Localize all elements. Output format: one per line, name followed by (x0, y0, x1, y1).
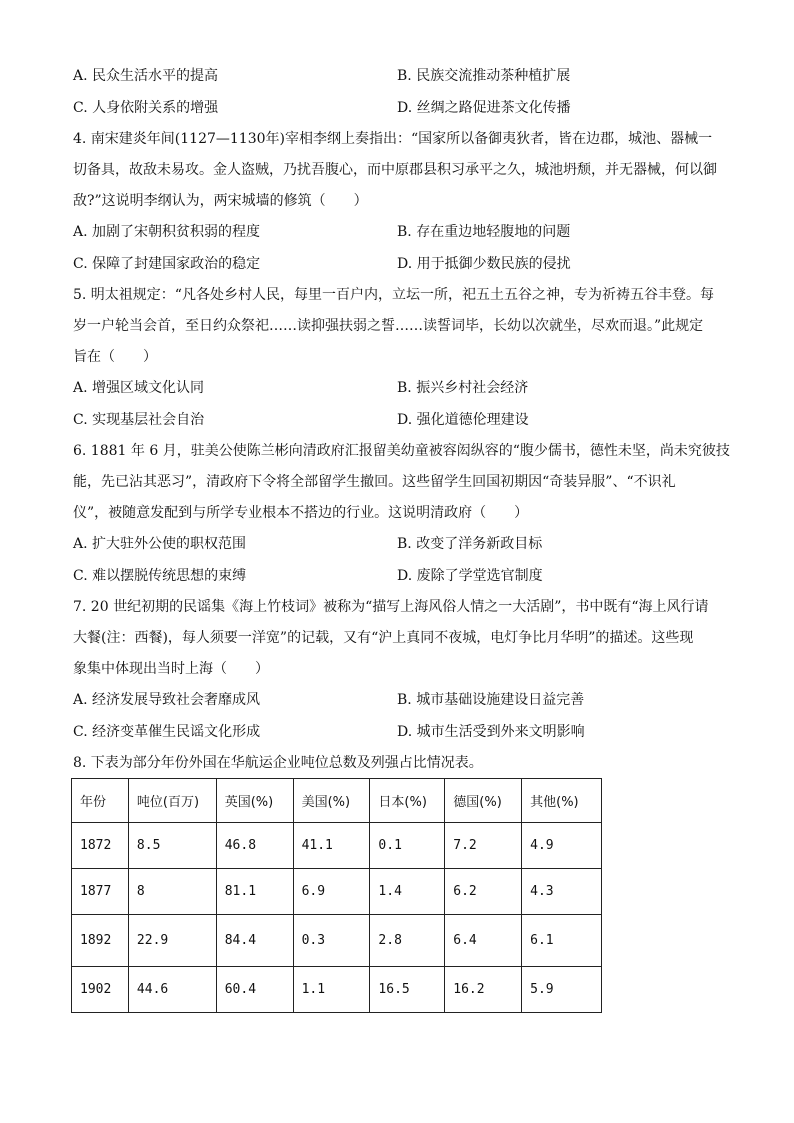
q4-stem-line: 敌?”这说明李纲认为，两宋城墙的修筑（ ） (73, 193, 368, 209)
table-cell: 8 (128, 869, 216, 915)
header-year: 年份 (72, 779, 129, 823)
q4-option-c[interactable]: C. 保障了封建国家政治的稳定 (73, 256, 261, 272)
q6-option-d[interactable]: D. 废除了学堂选官制度 (397, 568, 543, 584)
table-cell: 46.8 (216, 823, 293, 869)
header-japan: 日本(%) (370, 779, 445, 823)
table-row (72, 823, 602, 869)
q7-stem-line: 大餐(注：西餐)，每人须要一洋宽”的记载，又有“沪上真同不夜城，电灯争比月华明”的描述。这些现 (73, 630, 694, 646)
q3-option-a[interactable]: A. 民众生活水平的提高 (73, 68, 219, 84)
q6-stem-line: 6. 1881 年 6 月，驻美公使陈兰彬向清政府汇报留美幼童被容闳纵容的“腹少儒书，德性未坚，尚未究彼技 (73, 443, 730, 459)
q6-option-b[interactable]: B. 改变了洋务新政目标 (397, 536, 543, 552)
header-germany: 德国(%) (445, 779, 522, 823)
header-usa: 美国(%) (293, 779, 370, 823)
table-cell: 81.1 (216, 869, 293, 915)
table-cell: 41.1 (293, 823, 370, 869)
table-cell: 84.4 (216, 915, 293, 967)
table-cell: 6.1 (522, 915, 602, 967)
q6-option-a[interactable]: A. 扩大驻外公使的职权范围 (73, 536, 247, 552)
table-cell: 1892 (72, 915, 129, 967)
table-cell: 0.1 (370, 823, 445, 869)
q6-option-c[interactable]: C. 难以摆脱传统思想的束缚 (73, 568, 247, 584)
table-header-row (72, 779, 602, 823)
table-cell: 6.4 (445, 915, 522, 967)
table-row (72, 967, 602, 1013)
table-cell: 5.9 (522, 967, 602, 1013)
q5-option-a[interactable]: A. 增强区域文化认同 (73, 380, 205, 396)
q5-stem-line: 5. 明太祖规定：“凡各处乡村人民，每里一百户内，立坛一所，祀五土五谷之神，专为祈祷五谷丰登。每 (73, 287, 714, 303)
table-cell: 16.5 (370, 967, 445, 1013)
table-cell: 2.8 (370, 915, 445, 967)
table-cell: 4.9 (522, 823, 602, 869)
q7-stem-line: 7. 20 世纪初期的民谣集《海上竹枝词》被称为“描写上海风俗人情之一大活剧”，书中既有“海上风行请 (73, 599, 709, 615)
q3-option-b[interactable]: B. 民族交流推动茶种植扩展 (397, 68, 571, 84)
table-cell: 6.2 (445, 869, 522, 915)
table-cell: 0.3 (293, 915, 370, 967)
table-cell: 1877 (72, 869, 129, 915)
header-britain: 英国(%) (216, 779, 293, 823)
q7-option-d[interactable]: D. 城市生活受到外来文明影响 (397, 724, 585, 740)
table-cell: 1.4 (370, 869, 445, 915)
q5-stem-line: 旨在（ ） (73, 349, 157, 365)
q7-stem-line: 象集中体现出当时上海（ ） (73, 661, 269, 677)
q7-option-c[interactable]: C. 经济变革催生民谣文化形成 (73, 724, 261, 740)
q5-stem-line: 岁一户轮当会首，至日约众祭祀……读抑强扶弱之誓……读誓词毕，长幼以次就坐，尽欢而退。”此规定 (73, 318, 704, 334)
header-tonnage: 吨位(百万) (128, 779, 216, 823)
table-cell: 22.9 (128, 915, 216, 967)
q4-option-b[interactable]: B. 存在重边地轻腹地的问题 (397, 224, 571, 240)
table-cell: 44.6 (128, 967, 216, 1013)
table-cell: 8.5 (128, 823, 216, 869)
q7-option-a[interactable]: A. 经济发展导致社会奢靡成风 (73, 692, 261, 708)
table-row (72, 915, 602, 967)
q5-option-c[interactable]: C. 实现基层社会自治 (73, 412, 205, 428)
table-cell: 7.2 (445, 823, 522, 869)
table-cell: 6.9 (293, 869, 370, 915)
q5-option-b[interactable]: B. 振兴乡村社会经济 (397, 380, 529, 396)
q8-stem-line: 8. 下表为部分年份外国在华航运企业吨位总数及列强占比情况表。 (73, 755, 483, 771)
table-cell: 1872 (72, 823, 129, 869)
q4-option-d[interactable]: D. 用于抵御少数民族的侵扰 (397, 256, 571, 272)
shipping-tonnage-table (71, 778, 602, 1013)
table-row (72, 869, 602, 915)
q5-option-d[interactable]: D. 强化道德伦理建设 (397, 412, 529, 428)
q4-stem-line: 4. 南宋建炎年间(1127—1130年)宰相李纲上奏指出：“国家所以备御夷狄者，皆在边郡，城池、器械一 (73, 131, 713, 147)
header-other: 其他(%) (522, 779, 602, 823)
q6-stem-line: 仪”，被随意发配到与所学专业根本不搭边的行业。这说明清政府（ ） (73, 505, 529, 521)
table-cell: 1902 (72, 967, 129, 1013)
table-cell: 60.4 (216, 967, 293, 1013)
q3-option-d[interactable]: D. 丝绸之路促进茶文化传播 (397, 100, 571, 116)
q3-option-c[interactable]: C. 人身依附关系的增强 (73, 100, 219, 116)
table-cell: 16.2 (445, 967, 522, 1013)
table-cell: 4.3 (522, 869, 602, 915)
q7-option-b[interactable]: B. 城市基础设施建设日益完善 (397, 692, 585, 708)
q6-stem-line: 能，先已沾其恶习”，清政府下令将全部留学生撤回。这些留学生回国初期因“奇装异服”、“不识礼 (73, 474, 676, 490)
q4-option-a[interactable]: A. 加剧了宋朝积贫积弱的程度 (73, 224, 261, 240)
q4-stem-line: 切备具，故敌未易攻。金人盗贼，乃扰吾腹心，而中原郡县积习承平之久，城池坍颓，并无器械，何以御 (73, 162, 717, 178)
table-cell: 1.1 (293, 967, 370, 1013)
